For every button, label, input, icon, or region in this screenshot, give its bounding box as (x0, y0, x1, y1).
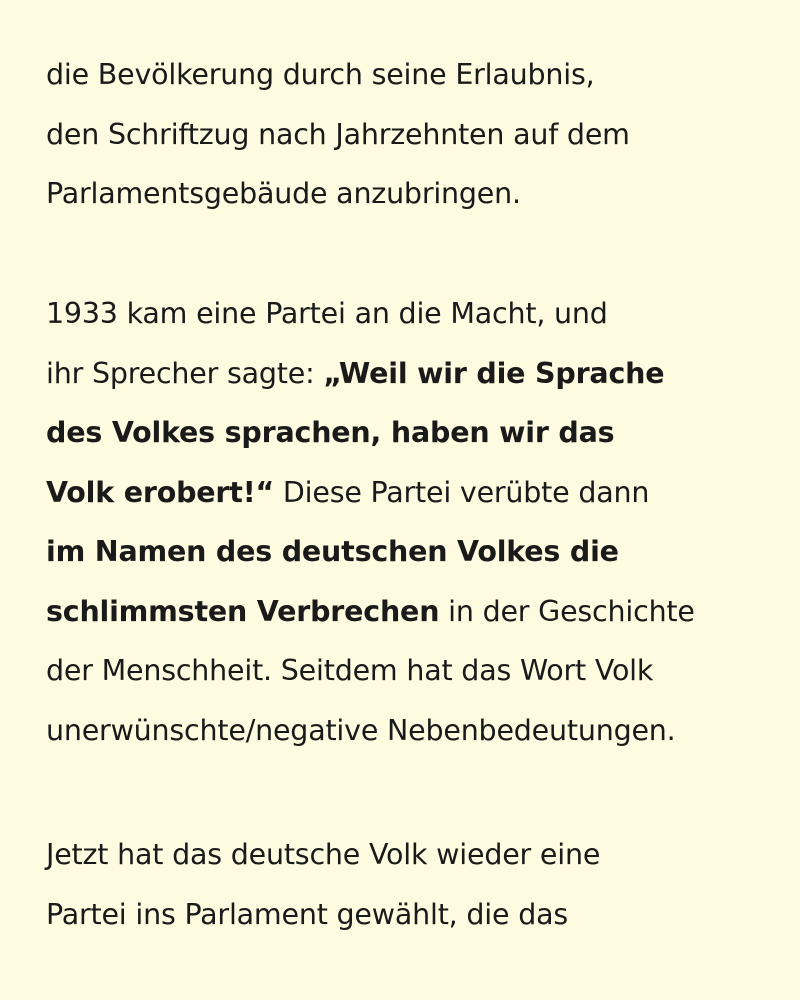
text-run: Diese Partei verübte dann (274, 475, 650, 509)
paragraph (46, 284, 695, 760)
bold-emphasis-run: im Namen des deutschen Volkes die (46, 535, 619, 568)
text-line (46, 641, 695, 701)
bold-emphasis-run: schlimmsten Verbrechen (46, 594, 440, 628)
text-line (46, 582, 695, 642)
text-line (46, 105, 630, 165)
text-line (46, 164, 630, 224)
text-line (46, 885, 600, 945)
text-run: die Bevölkerung durch seine Erlaubnis, (46, 58, 595, 91)
text-run: der Menschheit. Seitdem hat das Wort Volk (46, 654, 654, 687)
text-run: 1933 kam eine Partei an die Macht, und (46, 297, 608, 330)
text-run: Parlamentsgebäude anzubringen. (46, 177, 521, 210)
text-line (46, 522, 695, 582)
text-line (46, 344, 695, 404)
text-line (46, 701, 695, 761)
paragraph (46, 45, 630, 224)
bold-quote-run: Volk erobert!“ (46, 475, 275, 509)
text-line (46, 284, 695, 344)
text-run: in der Geschichte (439, 594, 695, 628)
text-line (46, 463, 695, 523)
text-run: Partei ins Parlament gewählt, die das (46, 897, 569, 931)
bold-quote-run: des Volkes sprachen, haben wir das (46, 416, 615, 449)
text-run: unerwünschte/negative Nebenbedeutungen. (46, 713, 676, 747)
text-line (46, 825, 600, 885)
text-line (46, 45, 630, 105)
text-run: Jetzt hat das deutsche Volk wieder eine (46, 838, 601, 871)
paragraph (46, 825, 600, 944)
text-line (46, 403, 695, 463)
bold-quote-run: „Weil wir die Sprache (323, 356, 665, 390)
text-run: den Schriftzug nach Jahrzehnten auf dem (46, 117, 630, 151)
text-run: ihr Sprecher sagte: (46, 356, 324, 390)
